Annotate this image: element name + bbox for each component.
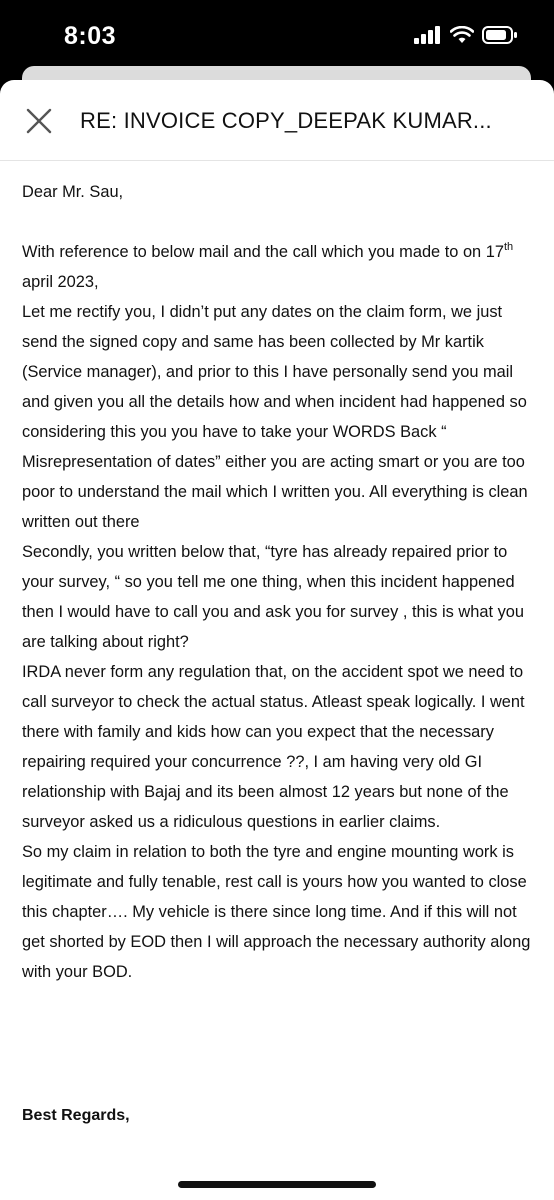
email-subject: RE: INVOICE COPY_DEEPAK KUMAR... — [80, 108, 492, 133]
email-greeting: Dear Mr. Sau, — [22, 183, 124, 201]
email-paragraph-1 — [22, 237, 532, 297]
status-bar — [0, 0, 554, 70]
home-indicator[interactable] — [178, 1181, 376, 1188]
wifi-icon — [450, 26, 474, 44]
paragraph-1-date: april 2023, — [22, 273, 99, 291]
email-sheet — [0, 80, 554, 1200]
email-body — [0, 161, 554, 987]
paragraph-1-text: With reference to below mail and the call which you made to on 17 — [22, 243, 504, 261]
status-icons — [414, 26, 518, 44]
email-paragraph-2: Let me rectify you, I didn’t put any dates on the claim form, we just send the signed copy and same has been collected by Mr kartik (Service manager), and prior to this I have personally send you mail and given you all the details how and when incident had happened so considering this you you have to take your WORDS Back “ Misrepresentation of dates” either you are acting smart or you are too poor to understand the mail which I written you. All everything is clean written out there — [22, 303, 528, 531]
email-header — [0, 80, 554, 161]
status-time: 8:03 — [64, 22, 117, 50]
email-paragraph-4: IRDA never form any regulation that, on the accident spot we need to call surveyor to check the actual status. Atleast speak logically. I went there with family and kids how can you expect that the necessary repairing required your concurrence ??, I am having very old GI relationship with Bajaj and its been almost 12 years but none of the surveyor asked us a ridiculous questions in earlier claims. — [22, 663, 525, 831]
email-paragraph-3: Secondly, you written below that, “tyre has already repaired prior to your survey, “ so you tell me one thing, when this incident happened then I would have to call you and ask you for survey , this is what you are talking about right? — [22, 543, 525, 651]
email-signoff: Best Regards, — [22, 1107, 130, 1124]
close-icon — [24, 106, 54, 136]
close-button[interactable] — [24, 106, 54, 136]
date-superscript: th — [503, 241, 514, 253]
cellular-signal-icon — [414, 26, 442, 44]
email-paragraph-5: So my claim in relation to both the tyre and engine mounting work is legitimate and fully tenable, rest call is yours how you wanted to close this chapter…. My vehicle is there since long time. And if this will not get shorted by EOD then I will approach the necessary authority along with your BOD. — [22, 843, 531, 981]
battery-icon — [482, 26, 518, 44]
